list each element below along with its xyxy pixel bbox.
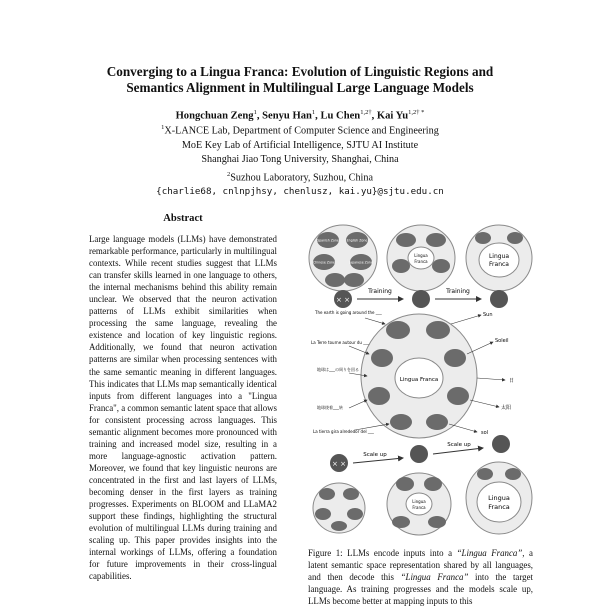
thinking-face-icon [412, 290, 430, 308]
franca-label: Franca [414, 259, 428, 264]
title-line-2: Semantics Alignment in Multilingual Large Language Models [126, 80, 474, 95]
franca-label: Franca [488, 503, 510, 511]
input-english: The earth is going around the ___ [315, 310, 382, 315]
training-label: Training [368, 288, 392, 295]
scale-up-arrow [433, 448, 483, 454]
author-sup: 1 [311, 109, 316, 116]
zone-tag: Japanese Zone [349, 260, 373, 265]
central-brain [361, 314, 477, 438]
franca-label: Franca [412, 505, 426, 510]
happy-face-icon [492, 435, 510, 453]
author-list: Hongchuan Zeng$^1$, Senyu Han$^1$, Lu Chen$^{1,2\dagger}$, Kai $Yu^{1,2\dagger *}$ [175, 109, 425, 122]
input-spanish: La tierra gira alrededor del ___ [313, 429, 374, 434]
author-name: Kai Yu [376, 110, 409, 122]
input-japanese: 地球は___の周りを回る [317, 367, 359, 372]
brain-stage-3 [466, 225, 532, 291]
author-emails: {charlie68, cnlnpjhsy, chenlusz, kai.yu}@sjtu.edu.cn [156, 186, 444, 198]
affiliation-line: $^1$X-LANCE Lab, Department of Computer Science and Engineering [161, 124, 439, 137]
affiliation-line: $^2$Suzhou Laboratory, Suzhou, China [226, 170, 374, 183]
output-english: Sun [483, 312, 493, 318]
input-french: La Terre tourne autour du ___ [311, 340, 370, 345]
author-sup: 1,2† * [408, 109, 425, 116]
svg-text:× ×: × × [336, 296, 350, 304]
lingua-franca-label: Lingua Franca [399, 377, 439, 383]
brain-medium [387, 473, 451, 535]
svg-text:× ×: × × [332, 460, 346, 468]
lingua-label: Lingua [488, 253, 510, 260]
scale-up-arrow [353, 458, 403, 463]
thinking-face-icon [410, 445, 428, 463]
output-japanese: 日 [509, 378, 515, 384]
brain-large [466, 462, 532, 534]
lingua-label: Lingua [414, 253, 428, 258]
zone-tag: Chinese Zone [313, 260, 335, 265]
author-sup: 1 [253, 109, 257, 116]
paper-title [40, 64, 560, 96]
author-name: Lu Chen [320, 110, 361, 122]
author-name: Hongchuan Zeng [175, 110, 254, 122]
happy-face-icon [490, 290, 508, 308]
affiliation-line: Shanghai Jiao Tong University, Shanghai, China [201, 154, 399, 166]
brain-stage-2 [387, 225, 455, 291]
zone-tag: English Zone [346, 238, 368, 243]
lingua-label: Lingua [412, 499, 426, 504]
lingua-label: Lingua [488, 494, 510, 502]
title-line-1: Converging to a Lingua Franca: Evolution of Linguistic Regions and [106, 64, 494, 79]
franca-label: Franca [489, 261, 509, 268]
scale-up-label: Scale up [363, 452, 387, 458]
output-french: Soleil [495, 338, 509, 344]
abstract-text: Large language models (LLMs) have demonstrated remarkable performance, particularly in multilingual contexts. While recent studies suggest that LLMs can transfer skills learned in one language to others, the internal mechanisms behind this ability remain unclear. We observed that the neuron activation patterns of LLMs exhibit similarities when processing the same language, revealing the existence and location of key linguistic regions. Additionally, we found that neuron activation patterns are similar when processing sentences with the same semantic meaning in different languages. This indicates that LLMs map semantically identical inputs from different languages into a "Lingua Franca", a common semantic latent space that allows for consistent processing across languages. This semantic alignment becomes more pronounced with training and increased model size, resulting in a more language-agnostic activation pattern. Moreover, we found that key linguistic neurons are concentrated in the first and last layers of LLMs, becoming denser in the first layers as training progresses. Experiments on BLOOM and LLaMA2 support these findings, highlighting the structural evolution of multilingual LLMs during training and scaling up. This paper provides insights into the internal workings of LLMs, offering a foundation for future improvements in their cross-lingual capabilities. [89, 234, 277, 582]
output-chinese: 太阳 [501, 405, 512, 411]
brain-stage-1 [309, 225, 377, 291]
affiliations [40, 121, 560, 200]
output-spanish: sol [481, 430, 489, 436]
scale-up-label: Scale up [447, 442, 471, 448]
brain-small [313, 483, 365, 533]
figure-caption: Figure 1: LLMs encode inputs into a “Lingua Franca”, a latent semantic space representation shared by all languages, and then decode this “Lingua Franca” into the target language. As training progresses and the models scale up, LLMs become better at mapping inputs to this [308, 548, 533, 607]
input-chinese: 地球绕着___转 [317, 405, 343, 410]
zone-tag: Spanish Zone [317, 238, 339, 243]
author-sup: 1,2† [360, 109, 372, 116]
caption-label: Figure 1: [308, 548, 343, 558]
affiliation-line: MoE Key Lab of Artificial Intelligence, SJTU AI Institute [181, 139, 419, 151]
figure-1-illustration [305, 218, 533, 536]
figure-1 [305, 218, 533, 536]
training-label: Training [446, 288, 470, 295]
author-name: Senyu Han [262, 110, 312, 122]
abstract-heading: Abstract [163, 213, 203, 224]
